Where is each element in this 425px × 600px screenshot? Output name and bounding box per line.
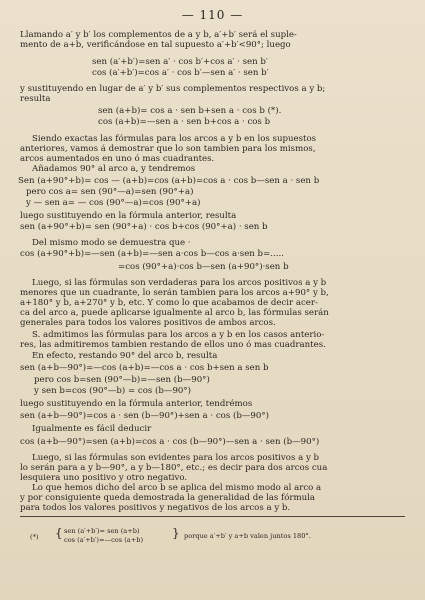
text-line: Del mismo modo se demuestra que · [32, 238, 191, 248]
text-line: cos (a+b)=—sen a · sen b+cos a · cos b [98, 117, 271, 127]
text-line: a+180° y b, a+270° y b, etc. Y como lo que acabamos de decir acer- [20, 298, 318, 308]
text-line: luego sustituyendo en la fórmula anterior, tendrémos [20, 399, 253, 409]
text-line: sen (a′+b′)=sen a′ · cos b′+cos a′ · sen b′ [92, 57, 268, 67]
footnote-right-brace: } [172, 526, 180, 540]
text-line: lesquiera uno positivo y otro negativo. [20, 473, 188, 483]
text-line: cos (a′+b′)=cos a′ · cos b′—sen a′ · sen b′ [92, 68, 269, 78]
text-line: y por consiguiente queda demostrada la generalidad de las fórmula [20, 493, 316, 503]
text-line: anteriores, vamos á demostrar que lo son tambien para los mismos, [20, 144, 316, 154]
text-line: menores que un cuadrante, lo serán tambien para los arcos a+90° y b, [20, 288, 329, 298]
footnote-separator [20, 516, 405, 517]
text-line: Lo que hemos dicho del arco b se aplica del mismo modo al arco a [32, 483, 322, 493]
text-line: Sen (a+90°+b)= cos — (a+b)=cos (a+b)=cos a · cos b—sen a · sen b [18, 176, 320, 186]
text-line: lo serán para a y b—90°, a y b—180°, etc.; es decir para dos arcos cua [20, 463, 328, 473]
text-line: luego sustituyendo en la fórmula anterior, resulta [20, 211, 237, 221]
page-number: — 110 — [181, 8, 244, 22]
text-line: En efecto, restando 90° del arco b, resulta [32, 351, 218, 361]
text-line: pero cos a= sen (90°—a)=sen (90°+a) [26, 187, 194, 197]
text-line: sen (a+90°+b)= sen (90°+a) · cos b+cos (90°+a) · sen b [20, 222, 268, 232]
text-line: y sen b=cos (90°—b) = cos (b—90°) [34, 386, 192, 396]
text-line: cos (a+b—90°)=sen (a+b)=cos a · cos (b—90°)—sen a · sen (b—90°) [20, 437, 320, 447]
text-line: sen (a+b)= cos a · sen b+sen a · cos b (*). [98, 106, 282, 116]
footnote-mark: (*) [30, 533, 39, 541]
text-line: y — sen a= — cos (90°—a)=cos (90°+a) [26, 198, 201, 208]
text-line: mento de a+b, verificándose en tal supuesto a′+b′<90°; luego [20, 40, 291, 50]
text-line: generales para todos los valores positivos de ambos arcos. [20, 318, 276, 328]
footnote-left-brace: { [55, 526, 63, 540]
text-line: Llamando a′ y b′ los complementos de a y b, a′+b′ será el suple- [20, 30, 297, 40]
text-line: ca del arco a, puede aplicarse igualmente al arco b, las fórmulas serán [20, 308, 329, 318]
text-line: Igualmente es fácil deducir [32, 424, 152, 434]
footnote-formula-cos: cos (a′+b′)=—cos (a+b) [64, 536, 144, 544]
footnote-formula-sen: sen (a′+b′)= sen (a+b) [64, 527, 140, 535]
text-line: y sustituyendo en lugar de a′ y b′ sus complementos respectivos a y b; [20, 84, 326, 94]
text-line: cos (a+90°+b)=—sen (a+b)=—sen a·cos b—cos a·sen b=..... [20, 249, 284, 259]
text-line: Luego, si las fórmulas son verdaderas para los arcos positivos a y b [32, 278, 327, 288]
footnote-note: porque a′+b′ y a+b valen juntos 180°. [184, 532, 311, 540]
text-line: Añadamos 90° al arco a, y tendremos [32, 164, 196, 174]
text-line: res, las admitiremos tambien restando de ellos uno ó mas cuadrantes. [20, 340, 326, 350]
text-line: sen (a+b—90°)=cos a · sen (b—90°)+sen a · cos (b—90°) [20, 411, 270, 421]
text-line: =cos (90°+a)·cos b—sen (a+90°)·sen b [118, 262, 289, 272]
text-line: Siendo exactas las fórmulas para los arcos a y b en los supuestos [32, 134, 317, 144]
text-line: pero cos b=sen (90°—b)=—sen (b—90°) [34, 375, 210, 385]
text-line: S. admitimos las fórmulas para los arcos a y b en los casos anterio- [32, 330, 325, 340]
text-line: arcos aumentados en uno ó mas cuadrantes. [20, 154, 215, 164]
text-line: Luego, si las fórmulas son evidentes para los arcos positivos a y b [32, 453, 320, 463]
text-line: resulta [20, 94, 51, 104]
text-line: para todos los valores positivos y negativos de los arcos a y b. [20, 503, 291, 513]
text-line: sen (a+b—90°)=—cos (a+b)=—cos a · cos b+sen a sen b [20, 363, 269, 373]
